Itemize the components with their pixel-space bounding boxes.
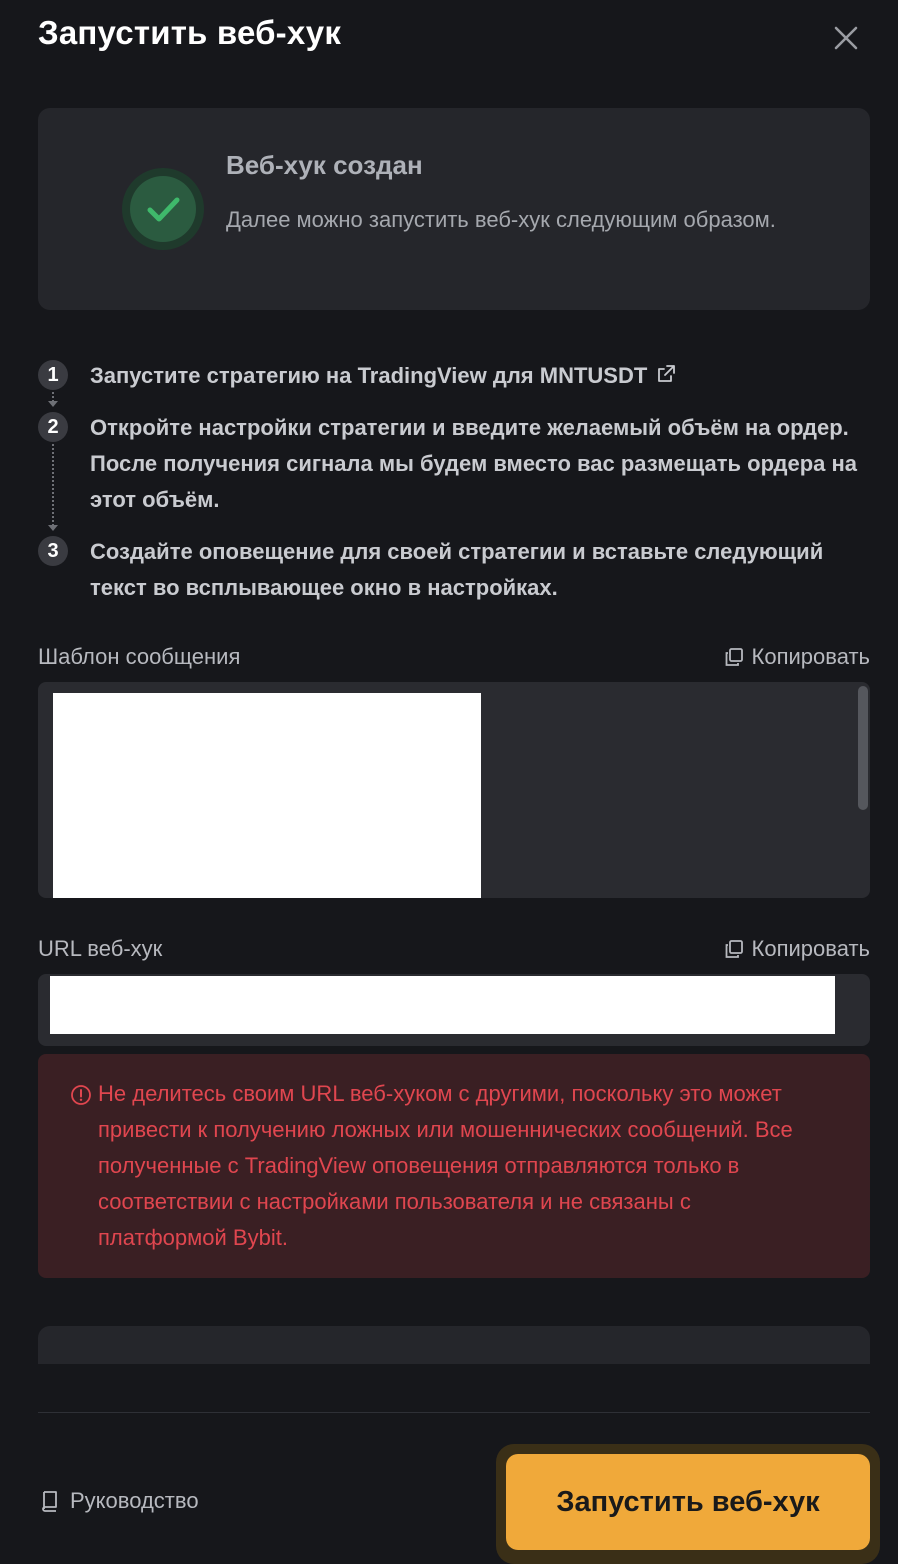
step-1 — [90, 358, 870, 394]
copy-template-button[interactable] — [724, 644, 870, 670]
step-connector-arrow — [48, 525, 58, 531]
step-3: Создайте оповещение для своей стратегии и вставьте следующий текст во всплывающее окно в настройках. — [90, 539, 824, 600]
step-number-1: 1 — [38, 360, 68, 390]
launch-webhook-button[interactable]: Запустить веб-хук — [506, 1454, 870, 1550]
step-number-3: 3 — [38, 536, 68, 566]
step-connector — [52, 444, 54, 526]
copy-url-label: Копировать — [751, 936, 870, 961]
step-number-2: 2 — [38, 412, 68, 442]
template-label: Шаблон сообщения — [38, 644, 241, 669]
success-badge — [122, 168, 204, 250]
check-icon — [130, 176, 196, 242]
external-link-icon[interactable] — [655, 363, 677, 385]
redacted-content — [53, 693, 481, 898]
warning-icon — [70, 1084, 92, 1106]
success-title: Веб-хук создан — [226, 150, 423, 180]
partial-card — [38, 1326, 870, 1364]
webhook-url-box[interactable] — [38, 974, 870, 1046]
close-icon[interactable] — [828, 20, 864, 56]
tradingview-strategy-link[interactable]: Запустите стратегию на TradingView для MNTUSDT — [90, 363, 648, 388]
warning-text: Не делитесь своим URL веб-хуком с другими, поскольку это может привести к получению ложных или мошеннических сообщений. Все полученные с TradingView оповещения отправляются только в соответствии с настройками пользователя и не связаны с платформой Bybit. — [98, 1081, 793, 1250]
modal-title: Запустить веб-хук — [38, 14, 342, 51]
message-template-box[interactable] — [38, 682, 870, 898]
copy-url-button[interactable] — [724, 936, 870, 962]
guide-link[interactable] — [40, 1488, 199, 1514]
guide-label: Руководство — [70, 1488, 199, 1513]
redacted-content — [50, 976, 835, 1034]
url-label: URL веб-хук — [38, 936, 163, 961]
book-icon — [40, 1490, 60, 1512]
warning-box — [38, 1054, 870, 1278]
success-card — [38, 108, 870, 310]
footer-divider — [38, 1412, 870, 1413]
step-connector-arrow — [48, 401, 58, 407]
scrollbar[interactable] — [858, 686, 868, 810]
step-2: Откройте настройки стратегии и введите желаемый объём на ордер. После получения сигнала мы будем вместо вас размещать ордера на этот объём. — [90, 415, 858, 512]
copy-icon — [724, 647, 744, 667]
copy-template-label: Копировать — [751, 644, 870, 669]
copy-icon — [724, 939, 744, 959]
success-text: Далее можно запустить веб-хук следующим образом. — [226, 207, 776, 232]
